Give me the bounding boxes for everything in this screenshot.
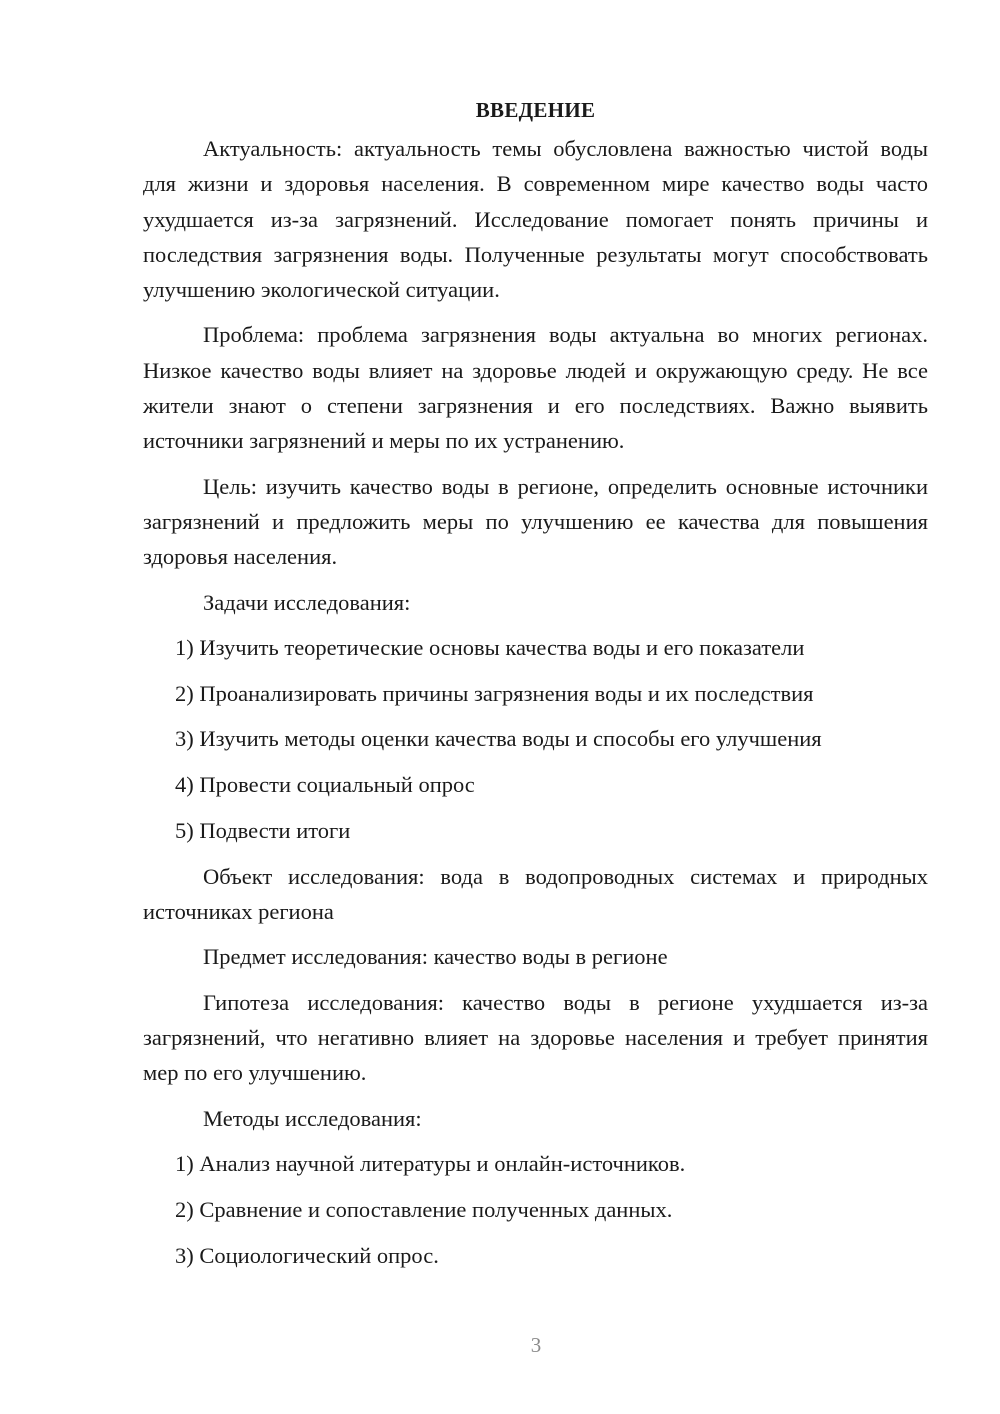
methods-label: Методы исследования:: [203, 1105, 422, 1131]
methods-list: [143, 1146, 928, 1273]
task-item: 1) Изучить теоретические основы качества воды и его показатели: [175, 634, 805, 660]
method-item: 1) Анализ научной литературы и онлайн-источников.: [175, 1150, 686, 1176]
tasks-label: Задачи исследования:: [203, 589, 411, 615]
method-item: 2) Сравнение и сопоставление полученных данных.: [175, 1196, 673, 1222]
object-paragraph: Объект исследования: вода в водопроводных системах и природных источниках региона: [143, 863, 928, 925]
task-item: 4) Провести социальный опрос: [175, 772, 475, 798]
problem-paragraph: Проблема: проблема загрязнения воды актуальна во многих регионах. Низкое качество воды влияет на здоровье людей и окружающую среду. Не все жители знают о степени загрязнения и его последствиях. Важно выявить источники загрязнений и меры по их устранению.: [143, 322, 928, 454]
page-number: 3: [530, 1333, 542, 1357]
section-title: ВВЕДЕНИЕ: [475, 98, 596, 122]
task-item: 2) Проанализировать причины загрязнения воды и их последствия: [175, 680, 814, 706]
task-item: 5) Подвести итоги: [175, 818, 351, 844]
tasks-list: [143, 630, 928, 848]
subject-paragraph: Предмет исследования: качество воды в регионе: [203, 944, 668, 970]
relevance-paragraph: Актуальность: актуальность темы обусловлена важностью чистой воды для жизни и здоровья населения. В современном мире качество воды часто ухудшается из-за загрязнений. Исследование помогает понять причины и последствия загрязнения воды. Полученные результаты могут способствовать улучшению экологической ситуации.: [143, 136, 928, 303]
goal-paragraph: Цель: изучить качество воды в регионе, определить основные источники загрязнений и предложить меры по улучшению ее качества для повышения здоровья населения.: [143, 473, 928, 570]
method-item: 3) Социологический опрос.: [175, 1242, 439, 1268]
task-item: 3) Изучить методы оценки качества воды и способы его улучшения: [175, 726, 822, 752]
hypothesis-paragraph: Гипотеза исследования: качество воды в регионе ухудшается из-за загрязнений, что негативно влияет на здоровье населения и требует принятия мер по его улучшению.: [143, 989, 928, 1086]
document-page: [143, 92, 928, 1283]
